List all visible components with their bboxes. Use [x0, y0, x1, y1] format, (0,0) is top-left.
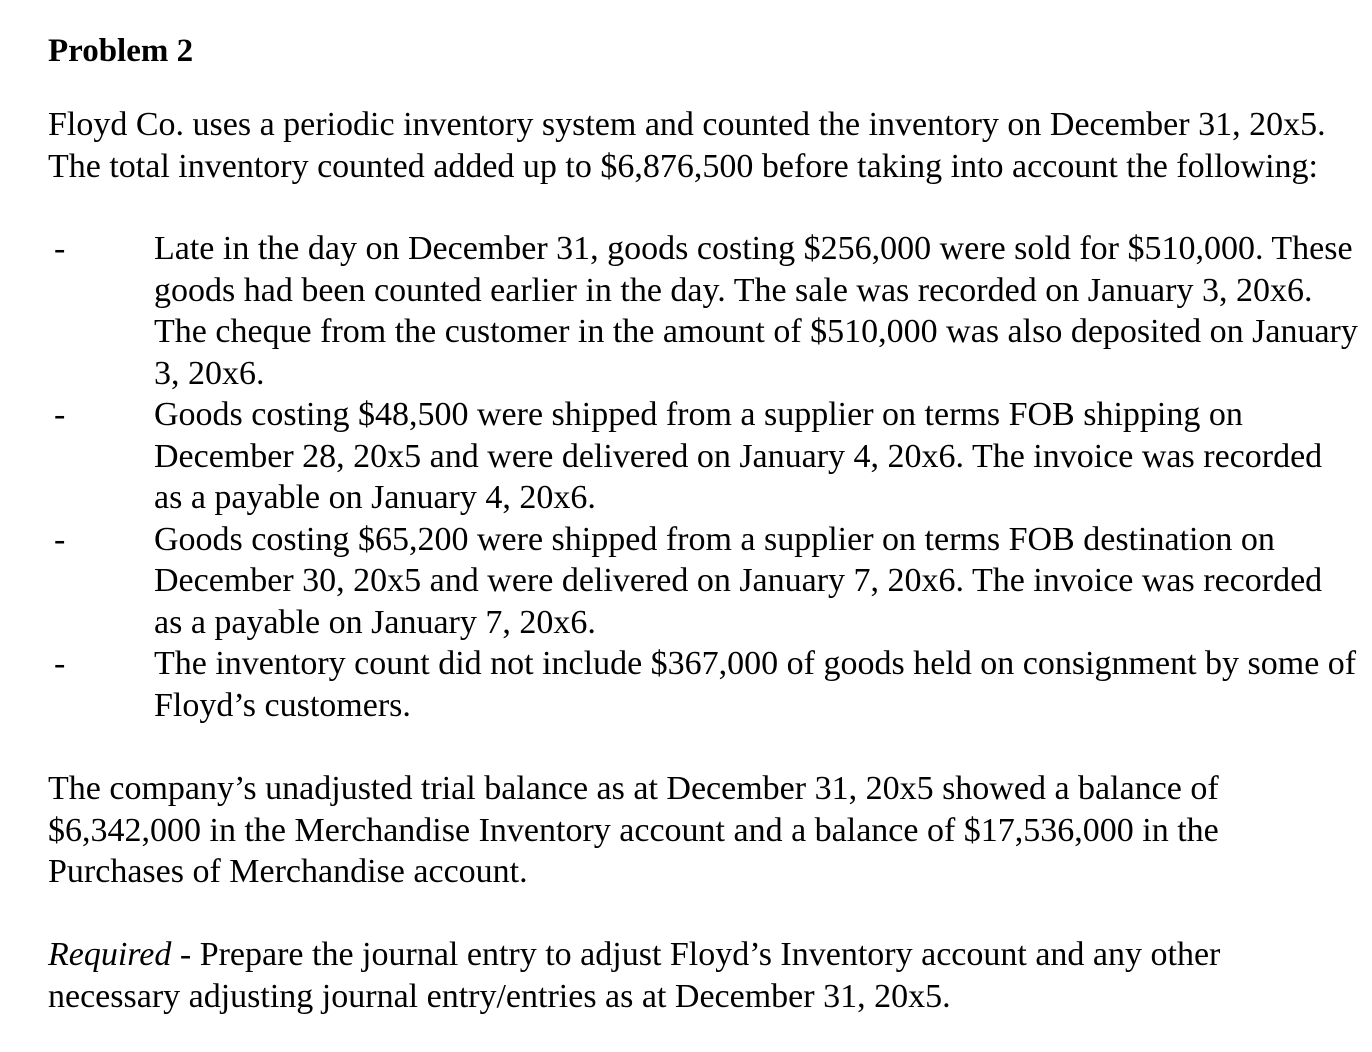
- bullet-dash: -: [54, 396, 66, 433]
- list-item-text: Goods costing $65,200 were shipped from a supplier on terms FOB destination on December 30, 20x5 and were delivered on January 7, 20x6. The invoice was recorded as a payable on January 7, 20x6.: [154, 520, 1323, 641]
- intro-paragraph: Floyd Co. uses a periodic inventory system and counted the inventory on December 31, 20x5. The total inventory counted added up to $6,876,500 before taking into account the following:: [48, 106, 1326, 185]
- problem-title: Problem 2: [48, 33, 194, 69]
- list-item-text: The inventory count did not include $367,000 of goods held on consignment by some of Floyd’s customers.: [154, 645, 1357, 724]
- list-item: [48, 643, 1358, 726]
- bullet-dash: -: [54, 520, 66, 558]
- list-item-text: Late in the day on December 31, goods costing $256,000 were sold for $510,000. These goods had been counted earlier in the day. The sale was recorded on January 3, 20x6. The cheque from the customer in the amount of $510,000 was also deposited on January 3, 20x6.: [154, 230, 1358, 392]
- bullet-dash: -: [54, 230, 66, 267]
- bullet-dash: -: [54, 645, 66, 682]
- required-paragraph: [48, 934, 1348, 1017]
- list-item: [48, 228, 1358, 394]
- required-label: Required: [48, 936, 172, 973]
- adjustment-list: [48, 228, 1358, 726]
- list-item: [48, 394, 1358, 519]
- list-item-text: Goods costing $48,500 were shipped from a supplier on terms FOB shipping on December 28, 20x5 and were delivered on January 4, 20x6. The invoice was recorded as a payable on January 4, 20x6.: [154, 396, 1323, 516]
- list-item: [48, 519, 1358, 644]
- trial-balance-paragraph: The company’s unadjusted trial balance as at December 31, 20x5 showed a balance of $6,342,000 in the Merchandise Inventory account and a balance of $17,536,000 in the Purchases of Merchandise account.: [48, 770, 1219, 890]
- required-text: - Prepare the journal entry to adjust Floyd’s Inventory account and any other necessary adjusting journal entry/entries as at December 31, 20x5.: [48, 936, 1221, 1015]
